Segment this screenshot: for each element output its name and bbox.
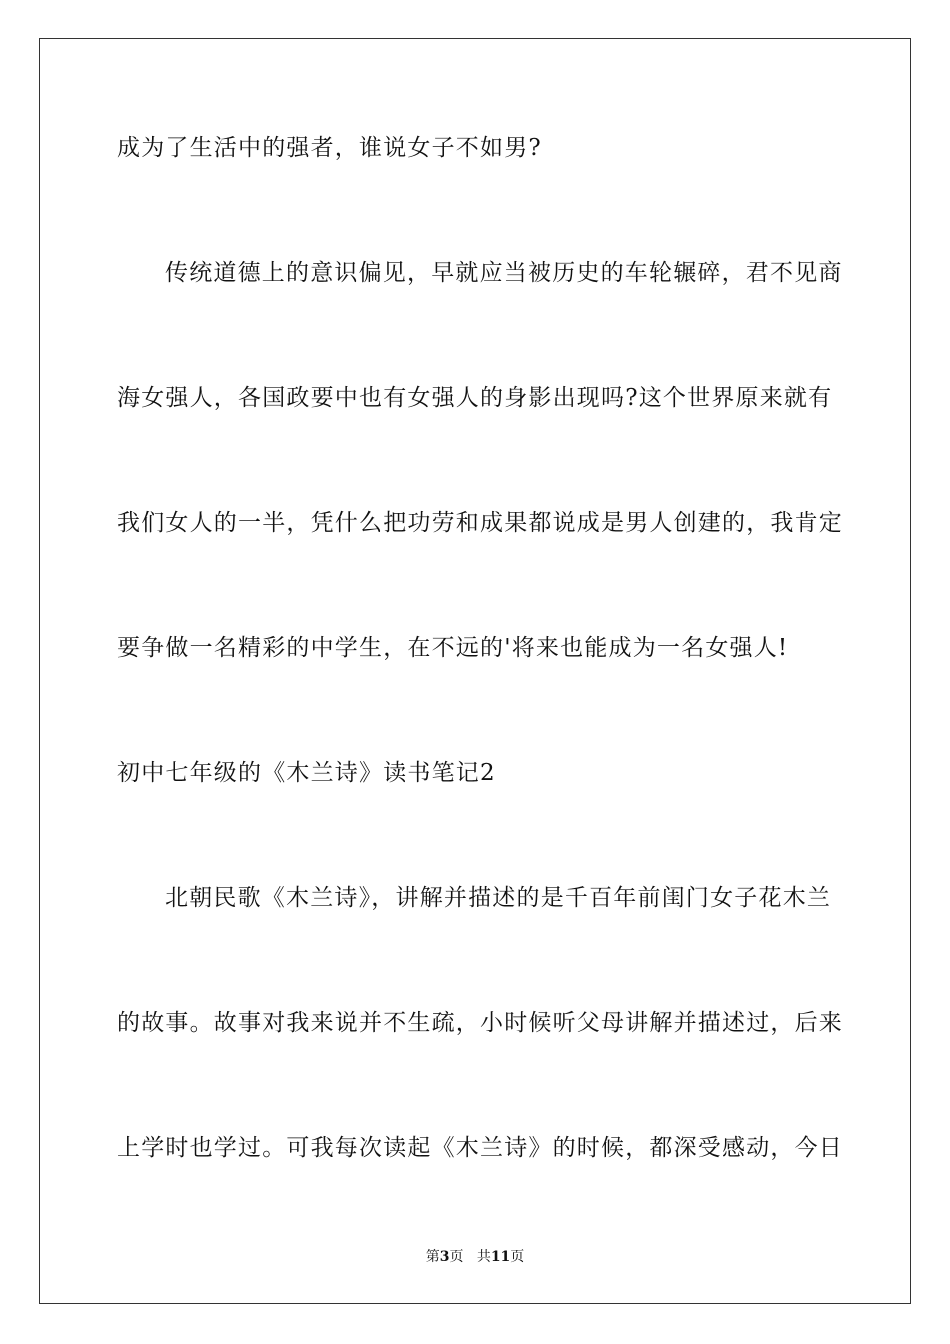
body-line-9: 上学时也学过。可我每次读起《木兰诗》的时候，都深受感动，今日 (117, 1135, 843, 1161)
total-suffix: 页 (510, 1249, 525, 1265)
body-line-4: 我们女人的一半，凭什么把功劳和成果都说成是男人创建的，我肯定 (117, 510, 843, 536)
body-line-2: 传统道德上的意识偏见，早就应当被历史的车轮辗碎，君不见商 (165, 260, 843, 286)
body-line-1: 成为了生活中的强者，谁说女子不如男? (117, 135, 542, 161)
body-line-8: 的故事。故事对我来说并不生疏，小时候听父母讲解并描述过，后来 (117, 1010, 843, 1036)
section-heading: 初中七年级的《木兰诗》读书笔记2 (117, 760, 496, 786)
total-pages: 11 (490, 1249, 511, 1265)
total-prefix: 共 (476, 1249, 491, 1265)
body-line-5: 要争做一名精彩的中学生，在不远的'将来也能成为一名女强人! (117, 635, 789, 661)
page-footer (0, 1248, 950, 1266)
page-frame (39, 38, 911, 1304)
page-number: 3 (439, 1249, 450, 1265)
body-line-7: 北朝民歌《木兰诗》，讲解并描述的是千百年前闺门女子花木兰 (165, 885, 832, 911)
page-prefix: 第 (425, 1249, 440, 1265)
body-line-3: 海女强人，各国政要中也有女强人的身影出现吗?这个世界原来就有 (117, 385, 833, 411)
page-suffix: 页 (449, 1249, 464, 1265)
